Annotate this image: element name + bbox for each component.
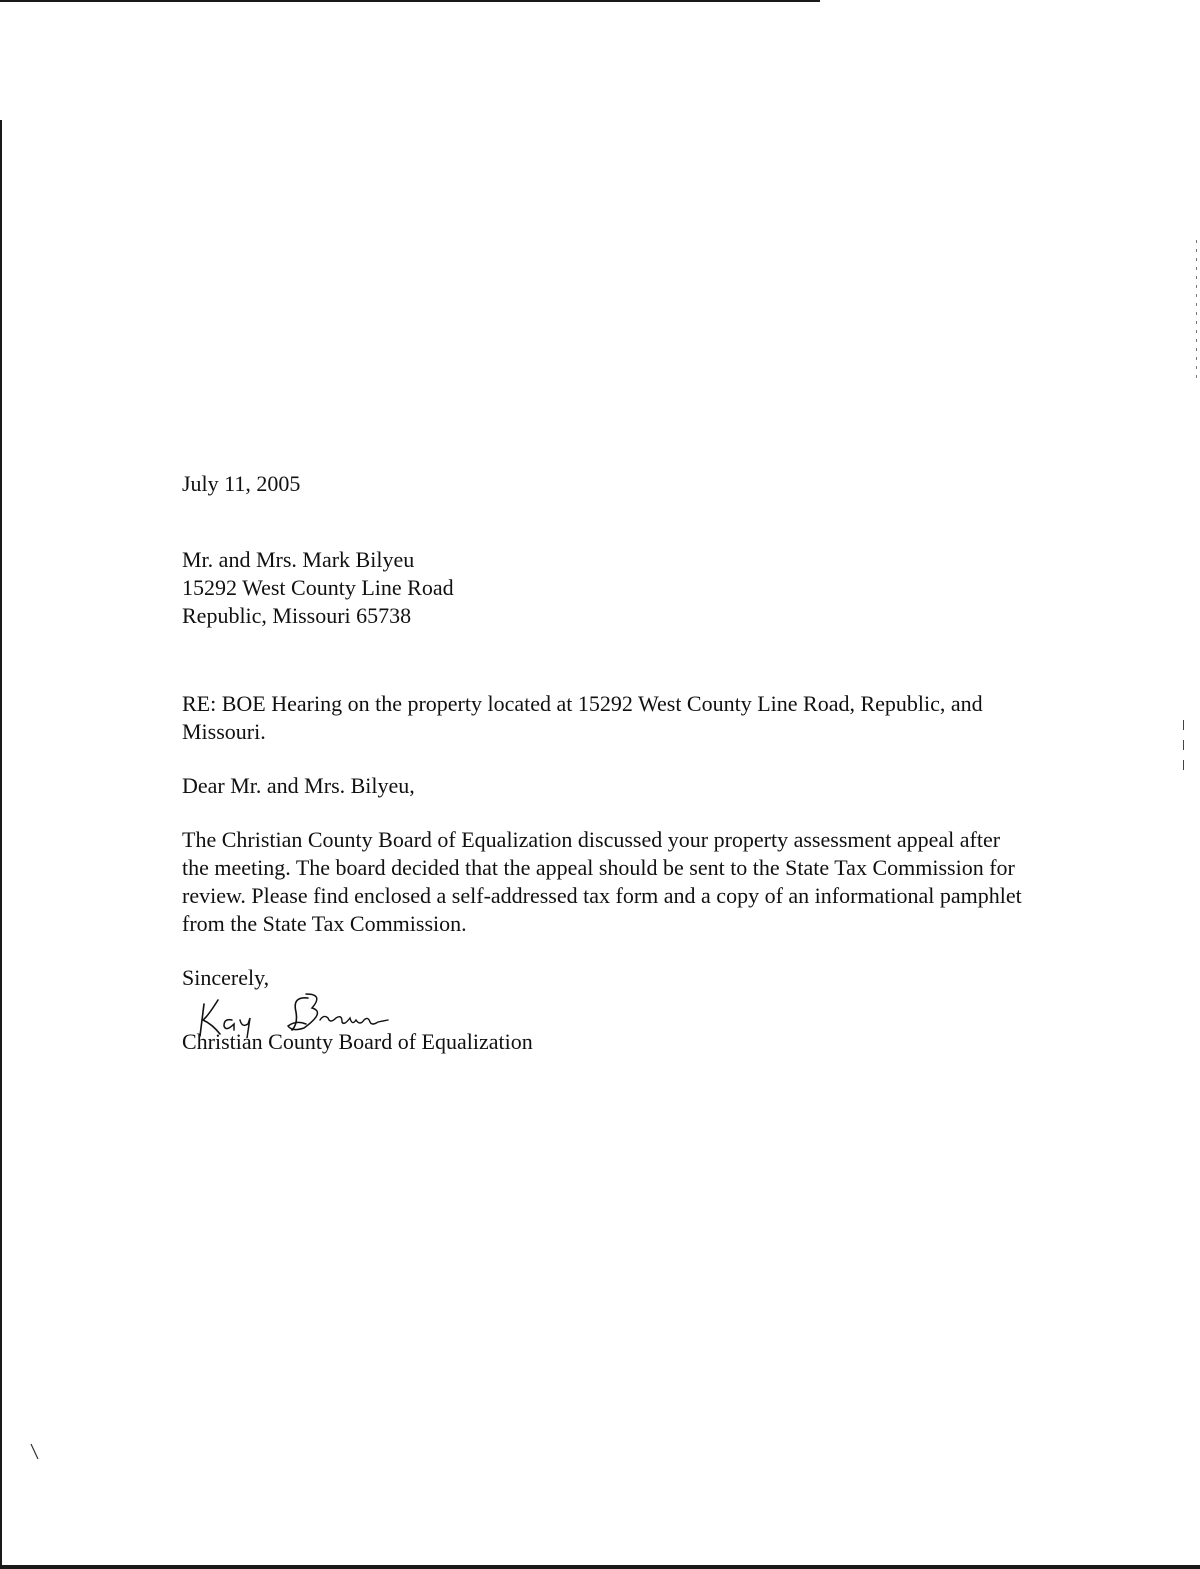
scan-tick-mark xyxy=(30,1443,40,1461)
sender-organization: Christian County Board of Equalization xyxy=(182,1029,533,1054)
subject-line: RE: BOE Hearing on the property located at 15292 West County Line Road, Republic, and Missouri. xyxy=(182,691,983,744)
recipient-street: 15292 West County Line Road xyxy=(182,575,454,600)
recipient-city: Republic, Missouri 65738 xyxy=(182,603,412,628)
scan-top-edge xyxy=(0,0,820,2)
letter xyxy=(182,470,1042,1056)
scan-right-dots xyxy=(1196,240,1197,380)
recipient-name: Mr. and Mrs. Mark Bilyeu xyxy=(182,547,415,572)
scan-right-mark xyxy=(1183,720,1184,780)
scan-left-edge xyxy=(0,120,2,1569)
closing: Sincerely, xyxy=(182,965,270,990)
scan-bottom-edge xyxy=(0,1565,1200,1569)
body-paragraph: The Christian County Board of Equalization discussed your property assessment appeal after the meeting. The board decided that the appeal should be sent to the State Tax Commission for review. Please find enclosed a self-addressed tax form and a copy of an informational pamphlet from the State Tax Commission. xyxy=(182,827,1022,936)
recipient-address xyxy=(182,546,1042,630)
salutation: Dear Mr. and Mrs. Bilyeu, xyxy=(182,773,415,798)
letter-date: July 11, 2005 xyxy=(182,471,301,496)
